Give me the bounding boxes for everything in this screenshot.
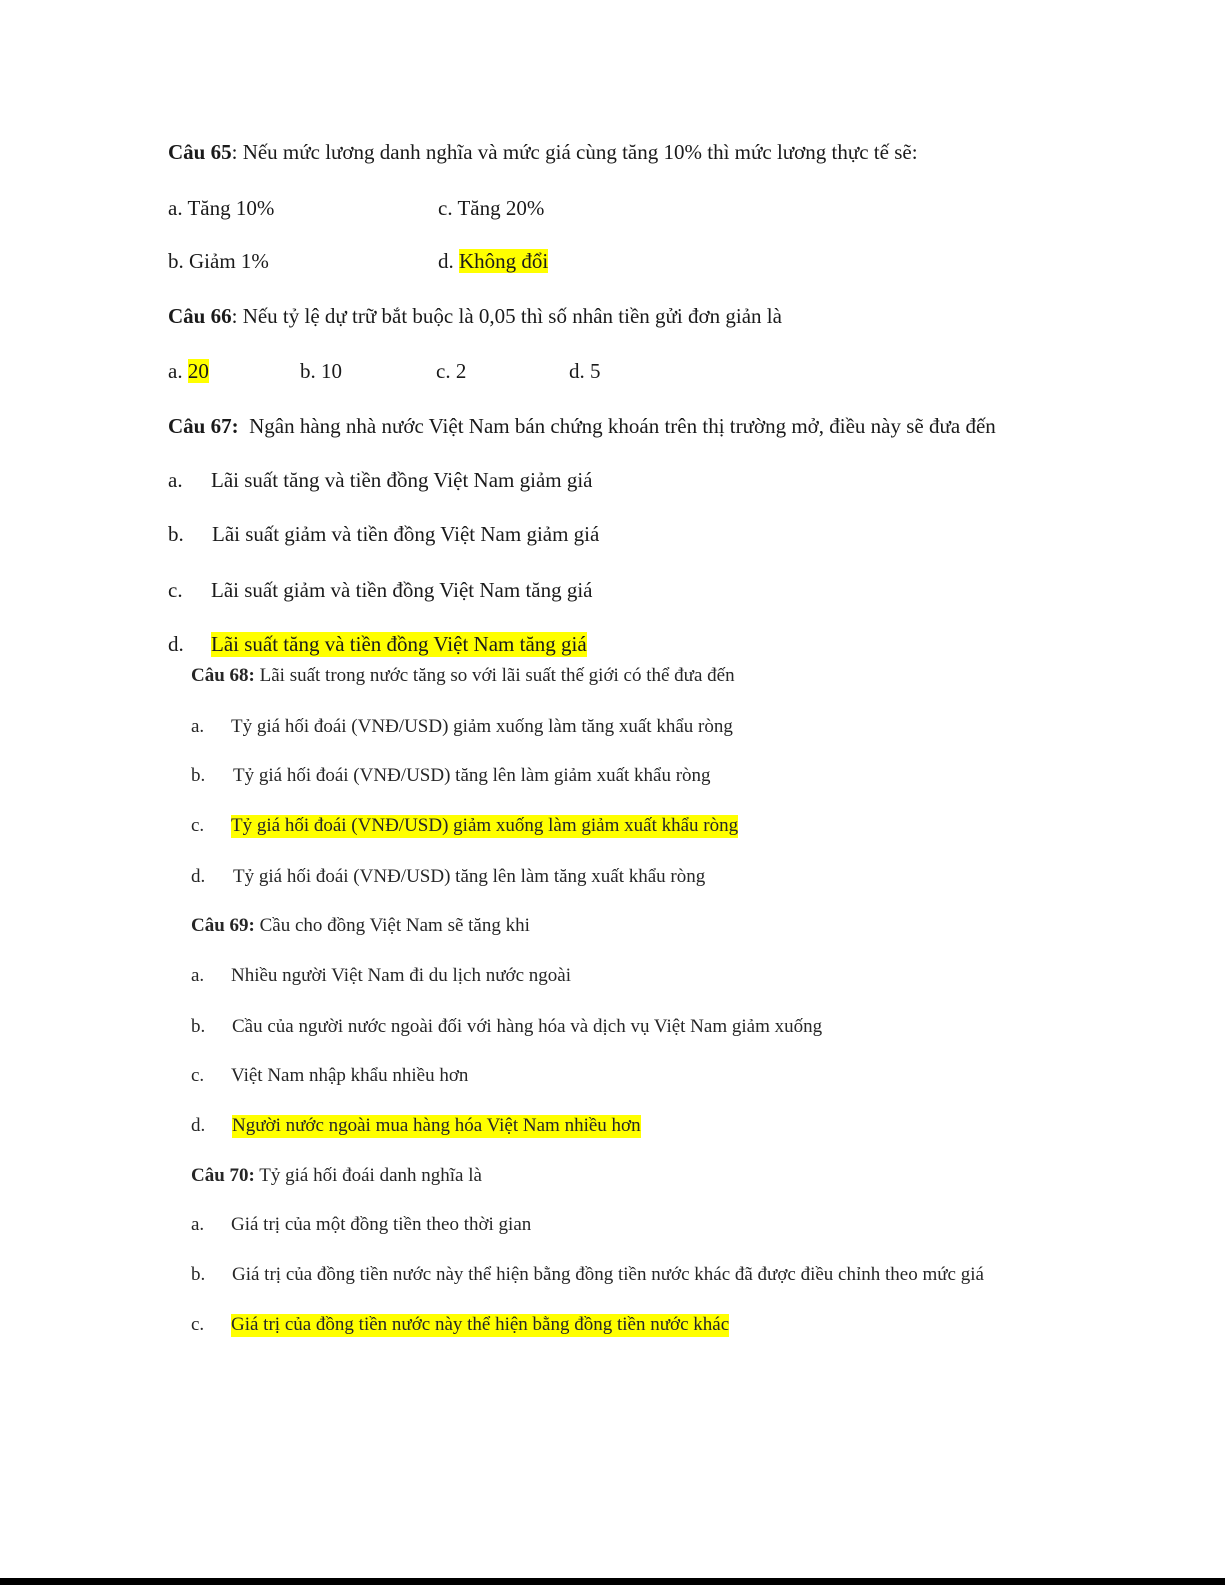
option-text: Việt Nam nhập khẩu nhiều hơn bbox=[231, 1065, 469, 1086]
option-70a bbox=[191, 1214, 532, 1237]
highlighted-answer: 20 bbox=[187, 359, 209, 383]
option-text: Tỷ giá hối đoái (VNĐ/USD) tăng lên làm giảm xuất khẩu ròng bbox=[233, 765, 711, 786]
option-text: Lãi suất giảm và tiền đồng Việt Nam tăng giá bbox=[211, 578, 593, 602]
option-text: Lãi suất tăng và tiền đồng Việt Nam giảm giá bbox=[211, 468, 593, 492]
option-68a bbox=[191, 716, 733, 739]
option-letter: a. bbox=[191, 1214, 205, 1235]
option-67d bbox=[168, 632, 587, 657]
option-text: Lãi suất giảm và tiền đồng Việt Nam giảm giá bbox=[212, 522, 600, 546]
option-letter: d. bbox=[191, 866, 206, 887]
option-letter: a. bbox=[168, 468, 183, 492]
option-67b bbox=[168, 522, 600, 547]
question-text: : Nếu tỷ lệ dự trữ bắt buộc là 0,05 thì số nhân tiền gửi đơn giản là bbox=[231, 304, 782, 328]
option-letter: c. bbox=[191, 1314, 205, 1335]
option-69a bbox=[191, 965, 571, 988]
option-66c: c. 2 bbox=[436, 359, 467, 383]
highlighted-answer: Người nước ngoài mua hàng hóa Việt Nam nhiều hơn bbox=[232, 1115, 641, 1136]
question-text: Tỷ giá hối đoái danh nghĩa là bbox=[254, 1165, 482, 1186]
option-letter: a. bbox=[168, 359, 188, 383]
question-67 bbox=[168, 414, 996, 439]
option-letter: b. bbox=[191, 765, 206, 786]
option-text: Giá trị của một đồng tiền theo thời gian bbox=[231, 1214, 532, 1235]
option-66d: d. 5 bbox=[569, 359, 601, 383]
option-letter: c. bbox=[168, 578, 183, 602]
question-label: Câu 67: bbox=[168, 414, 239, 438]
question-label: Câu 70: bbox=[191, 1165, 255, 1186]
option-letter: d. bbox=[168, 632, 184, 656]
question-68 bbox=[191, 665, 735, 688]
question-label: Câu 66 bbox=[168, 304, 232, 328]
option-69b bbox=[191, 1016, 823, 1039]
highlighted-answer: Tỷ giá hối đoái (VNĐ/USD) giảm xuống làm giảm xuất khẩu ròng bbox=[231, 815, 739, 836]
question-70 bbox=[191, 1165, 482, 1188]
question-65 bbox=[168, 140, 918, 165]
option-65c: c. Tăng 20% bbox=[438, 196, 545, 220]
option-65d bbox=[438, 249, 548, 274]
option-letter: a. bbox=[191, 716, 205, 737]
option-text: Tỷ giá hối đoái (VNĐ/USD) tăng lên làm tăng xuất khẩu ròng bbox=[233, 866, 706, 887]
option-66a bbox=[168, 359, 209, 384]
option-66b: b. 10 bbox=[300, 359, 342, 383]
option-letter: b. bbox=[191, 1264, 206, 1285]
option-67a bbox=[168, 468, 593, 493]
question-text: Lãi suất trong nước tăng so với lãi suất thế giới có thể đưa đến bbox=[254, 665, 735, 686]
option-letter: d. bbox=[438, 249, 459, 273]
question-66 bbox=[168, 304, 782, 329]
option-text: Giá trị của đồng tiền nước này thể hiện bằng đồng tiền nước khác đã được điều chỉnh theo mức giá bbox=[232, 1264, 984, 1285]
option-69d bbox=[191, 1115, 641, 1138]
option-65a: a. Tăng 10% bbox=[168, 196, 275, 220]
question-text: Ngân hàng nhà nước Việt Nam bán chứng khoán trên thị trường mở, điều này sẽ đưa đến bbox=[249, 414, 996, 438]
question-label: Câu 69: bbox=[191, 915, 255, 936]
option-letter: b. bbox=[191, 1016, 206, 1037]
highlighted-answer: Lãi suất tăng và tiền đồng Việt Nam tăng giá bbox=[211, 632, 587, 656]
option-65b: b. Giảm 1% bbox=[168, 249, 269, 273]
page-bottom-border bbox=[0, 1578, 1225, 1585]
option-letter: b. bbox=[168, 522, 184, 546]
question-69 bbox=[191, 915, 530, 938]
question-label: Câu 68: bbox=[191, 665, 255, 686]
option-letter: a. bbox=[191, 965, 205, 986]
question-text: : Nếu mức lương danh nghĩa và mức giá cùng tăng 10% thì mức lương thực tế sẽ: bbox=[231, 140, 918, 164]
highlighted-answer: Giá trị của đồng tiền nước này thể hiện bằng đồng tiền nước khác bbox=[231, 1314, 730, 1335]
option-text: Nhiều người Việt Nam đi du lịch nước ngoài bbox=[231, 965, 571, 986]
question-text: Cầu cho đồng Việt Nam sẽ tăng khi bbox=[254, 915, 530, 936]
option-70c bbox=[191, 1314, 730, 1337]
option-69c bbox=[191, 1065, 469, 1088]
option-68d bbox=[191, 866, 706, 889]
option-70b bbox=[191, 1264, 984, 1287]
option-68c bbox=[191, 815, 739, 838]
question-label: Câu 65 bbox=[168, 140, 232, 164]
option-text: Tỷ giá hối đoái (VNĐ/USD) giảm xuống làm tăng xuất khẩu ròng bbox=[231, 716, 733, 737]
option-text: Cầu của người nước ngoài đối với hàng hóa và dịch vụ Việt Nam giảm xuống bbox=[232, 1016, 823, 1037]
highlighted-answer: Không đổi bbox=[459, 249, 549, 273]
option-letter: c. bbox=[191, 815, 205, 836]
option-67c bbox=[168, 578, 593, 603]
option-letter: d. bbox=[191, 1115, 206, 1136]
option-letter: c. bbox=[191, 1065, 205, 1086]
option-68b bbox=[191, 765, 711, 788]
